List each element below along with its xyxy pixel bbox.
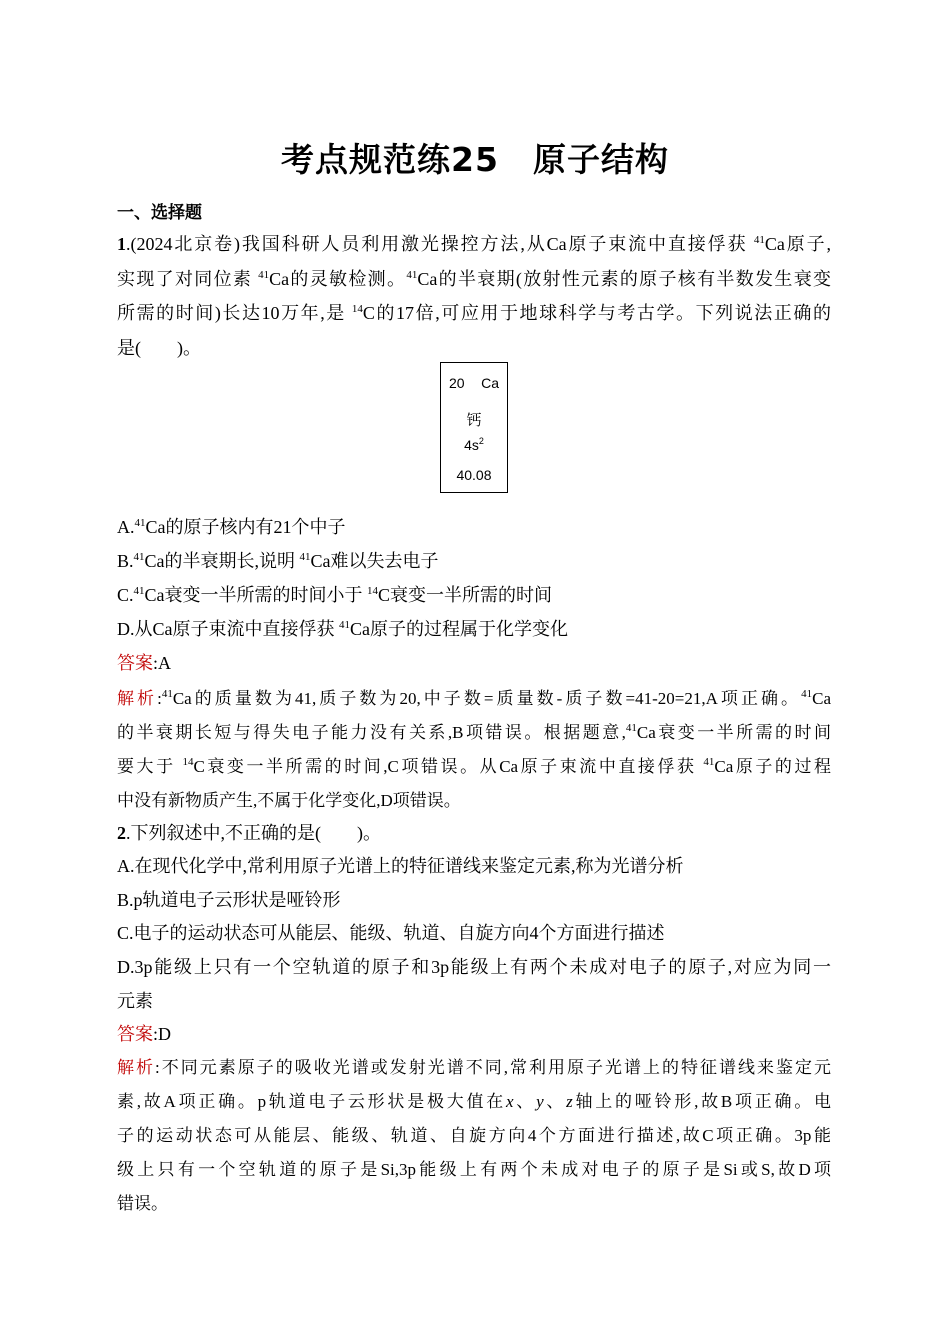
q2-option-d-line-1: D.3p能级上只有一个空轨道的原子和3p能级上有两个未成对电子的原子,对应为同一	[117, 957, 831, 977]
page-title: 考点规范练25 原子结构	[281, 140, 669, 179]
q2-option-b: B.p轨道电子云形状是哑铃形	[117, 890, 341, 910]
element-name: 钙	[466, 411, 482, 429]
q1-analysis-line-4: 中没有新物质产生,不属于化学变化,D项错误。	[117, 791, 461, 810]
q2-option-a: A.在现代化学中,常利用原子光谱上的特征谱线来鉴定元素,称为光谱分析	[117, 856, 684, 876]
q2-analysis-line-1: 解析:不同元素原子的吸收光谱或发射光谱不同,常利用原子光谱上的特征谱线来鉴定元	[117, 1058, 832, 1077]
q1-stem-line-1: 1.(2024北京卷)我国科研人员利用激光操控方法,从Ca原子束流中直接俘获 $^{41}$Ca原子,	[117, 234, 831, 254]
q1-analysis-line-3: 要大于 $^{14}$C衰变一半所需的时间,C项错误。从Ca原子束流中直接俘获 $^{41}$Ca原子的过程	[117, 756, 832, 776]
q1-option-a: A.$^{41}$Ca的原子核内有21个中子	[117, 517, 346, 537]
section-heading: 一、选择题	[117, 203, 202, 223]
atomic-mass: 40.08	[456, 467, 492, 483]
q2-analysis-line-3: 子的运动状态可从能层、能级、轨道、自旋方向4个方面进行描述,故C项正确。3p能	[117, 1126, 831, 1145]
atomic-number: 20	[449, 375, 465, 391]
q2-analysis-line-5: 错误。	[117, 1194, 168, 1213]
q1-option-c: C.$^{41}$Ca衰变一半所需的时间小于 $^{14}$C衰变一半所需的时间	[117, 585, 553, 605]
element-card-calcium	[440, 362, 508, 493]
q2-analysis-line-2: 素,故A项正确。p轨道电子云形状是极大值在x、y、z轴上的哑铃形,故B项正确。电	[117, 1092, 832, 1111]
q2-stem: 2.下列叙述中,不正确的是( )。	[117, 823, 381, 843]
q1-stem-line-4: 是( )。	[117, 338, 201, 358]
q1-option-d: D.从Ca原子束流中直接俘获 $^{41}$Ca原子的过程属于化学变化	[117, 619, 568, 639]
element-symbol: Ca	[481, 375, 499, 391]
q2-option-c: C.电子的运动状态可从能层、能级、轨道、自旋方向4个方面进行描述	[117, 923, 665, 943]
q1-stem-line-2: 实现了对同位素 $^{41}$Ca的灵敏检测。$^{41}$Ca的半衰期(放射性元素的原子核有半数发生衰变	[117, 269, 832, 289]
q2-option-d-line-2: 元素	[117, 991, 153, 1011]
q1-analysis-line-1: 解析:$^{41}$Ca的质量数为41,质子数为20,中子数=质量数-质子数=41-20=21,A项正确。$^{41}$Ca	[117, 688, 831, 708]
q1-stem-line-3: 所需的时间)长达10万年,是 $^{14}$C的17倍,可应用于地球科学与考古学。下列说法正确的	[117, 303, 831, 323]
q1-answer: 答案:A	[117, 653, 171, 673]
q1-analysis-line-2: 的半衰期长短与得失电子能力没有关系,B项错误。根据题意,$^{41}$Ca衰变一半所需的时间	[117, 722, 831, 742]
electron-config: $4s^2$	[464, 436, 484, 453]
q2-analysis-line-4: 级上只有一个空轨道的原子是Si,3p能级上有两个未成对电子的原子是Si或S,故D项	[117, 1160, 831, 1179]
q2-answer: 答案:D	[117, 1024, 171, 1044]
q1-option-b: B.$^{41}$Ca的半衰期长,说明 $^{41}$Ca难以失去电子	[117, 551, 439, 571]
